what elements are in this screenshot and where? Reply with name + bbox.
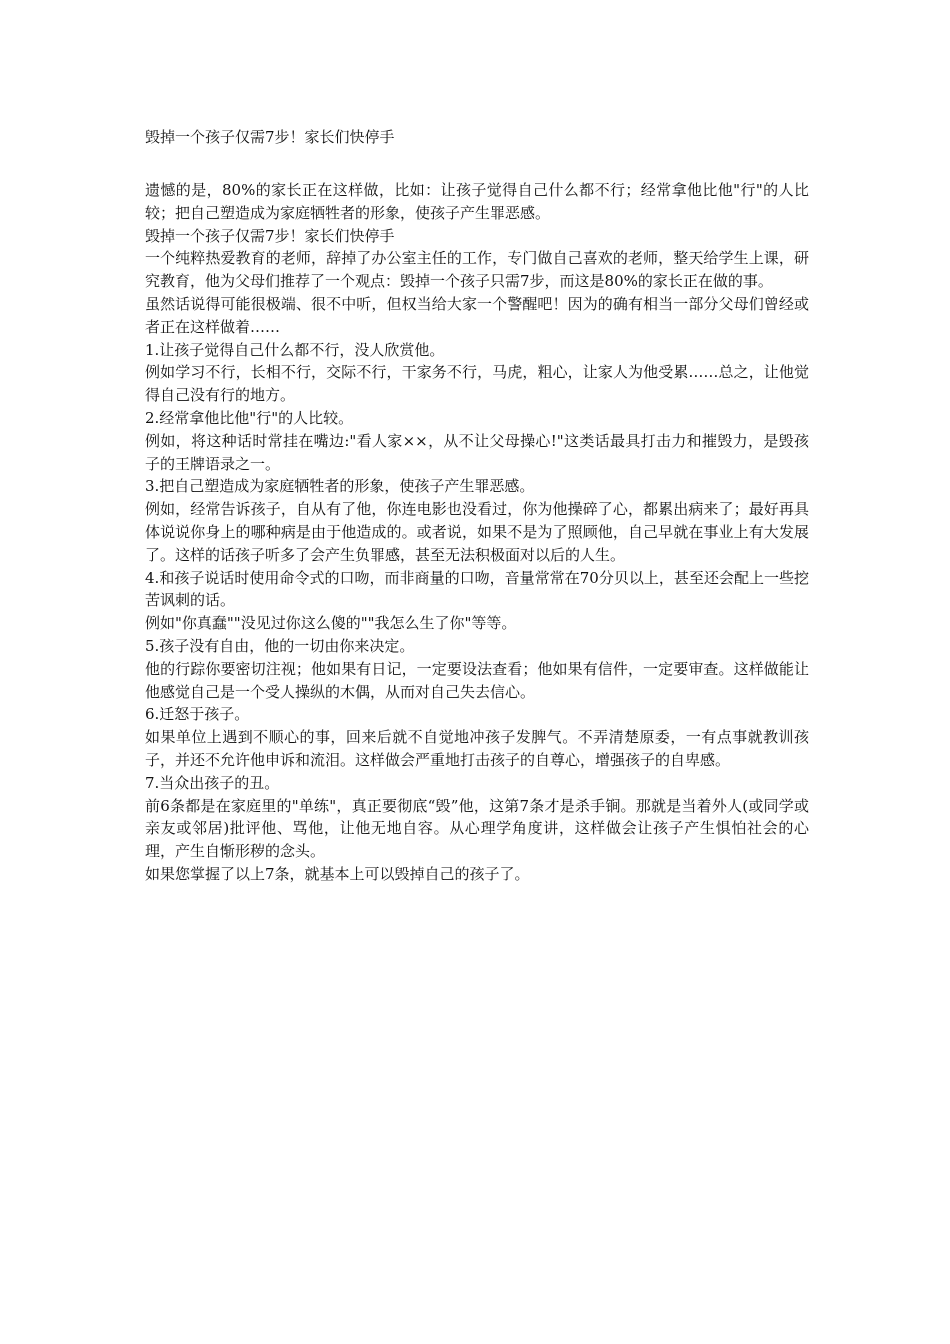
- paragraph-conclusion: 如果您掌握了以上7条，就基本上可以毁掉自己的孩子了。: [145, 864, 530, 883]
- point-2-heading: 2.经常拿他比他"行"的人比较。: [145, 408, 354, 427]
- paragraph-intro: 遗憾的是，80%的家长正在这样做，比如：让孩子觉得自己什么都不行；经常拿他比他"行"的人比较；把自己塑造成为家庭牺牲者的形象，使孩子产生罪恶感。: [145, 181, 809, 222]
- document-page: [145, 126, 809, 886]
- point-3-body: 例如，经常告诉孩子，自从有了他，你连电影也没看过，你为他操碎了心，都累出病来了；最好再具体说说你身上的哪种病是由于他造成的。或者说，如果不是为了照顾他，自己早就在事业上有大发展了。这样的话孩子听多了会产生负罪感，甚至无法积极面对以后的人生。: [145, 500, 809, 564]
- point-2-body: 例如，将这种话时常挂在嘴边:"看人家××，从不让父母操心!"这类话最具打击力和摧毁力，是毁孩子的王牌语录之一。: [145, 431, 809, 473]
- point-5-heading: 5.孩子没有自由，他的一切由你来决定。: [145, 636, 415, 655]
- point-4-body: 例如"你真蠢""没见过你这么傻的""我怎么生了你"等等。: [145, 614, 517, 633]
- point-7-heading: 7.当众出孩子的丑。: [145, 773, 280, 792]
- point-4-heading: 4.和孩子说话时使用命令式的口吻，而非商量的口吻，音量常常在70分贝以上，甚至还会配上一些挖苦讽刺的话。: [145, 568, 809, 610]
- point-6-body: 如果单位上遇到不顺心的事，回来后就不自觉地冲孩子发脾气。不弄清楚原委，一有点事就教训孩子，并还不允许他申诉和流泪。这样做会严重地打击孩子的自尊心，增强孩子的自卑感。: [145, 728, 809, 769]
- paragraph-warning: 虽然话说得可能很极端、很不中听，但权当给大家一个警醒吧！因为的确有相当一部分父母们曾经或者正在这样做着……: [145, 294, 809, 336]
- paragraph-repeated-title: 毁掉一个孩子仅需7步！家长们快停手: [145, 226, 395, 245]
- point-1-body: 例如学习不行，长相不行，交际不行，干家务不行，马虎，粗心，让家人为他受累……总之，让他觉得自己没有行的地方。: [145, 363, 809, 405]
- document-title: 毁掉一个孩子仅需7步！家长们快停手: [145, 128, 395, 146]
- document-body: [145, 179, 809, 886]
- point-6-heading: 6.迁怒于孩子。: [145, 705, 250, 724]
- point-7-body: 前6条都是在家庭里的"单练"，真正要彻底“毁”他，这第7条才是杀手锏。那就是当着外人(或同学或亲友或邻居)批评他、骂他，让他无地自容。从心理学角度讲，这样做会让孩子产生惧怕社会的心理，产生自惭形秽的念头。: [145, 796, 809, 861]
- point-3-heading: 3.把自己塑造成为家庭牺牲者的形象，使孩子产生罪恶感。: [145, 477, 535, 496]
- paragraph-teacher: 一个纯粹热爱教育的老师，辞掉了办公室主任的工作，专门做自己喜欢的老师，整天给学生上课，研究教育，他为父母们推荐了一个观点：毁掉一个孩子只需7步，而这是80%的家长正在做的事。: [145, 249, 809, 291]
- point-5-body: 他的行踪你要密切注视；他如果有日记，一定要设法查看；他如果有信件，一定要审查。这样做能让他感觉自己是一个受人操纵的木偶，从而对自己失去信心。: [145, 659, 809, 701]
- point-1-heading: 1.让孩子觉得自己什么都不行，没人欣赏他。: [145, 340, 445, 359]
